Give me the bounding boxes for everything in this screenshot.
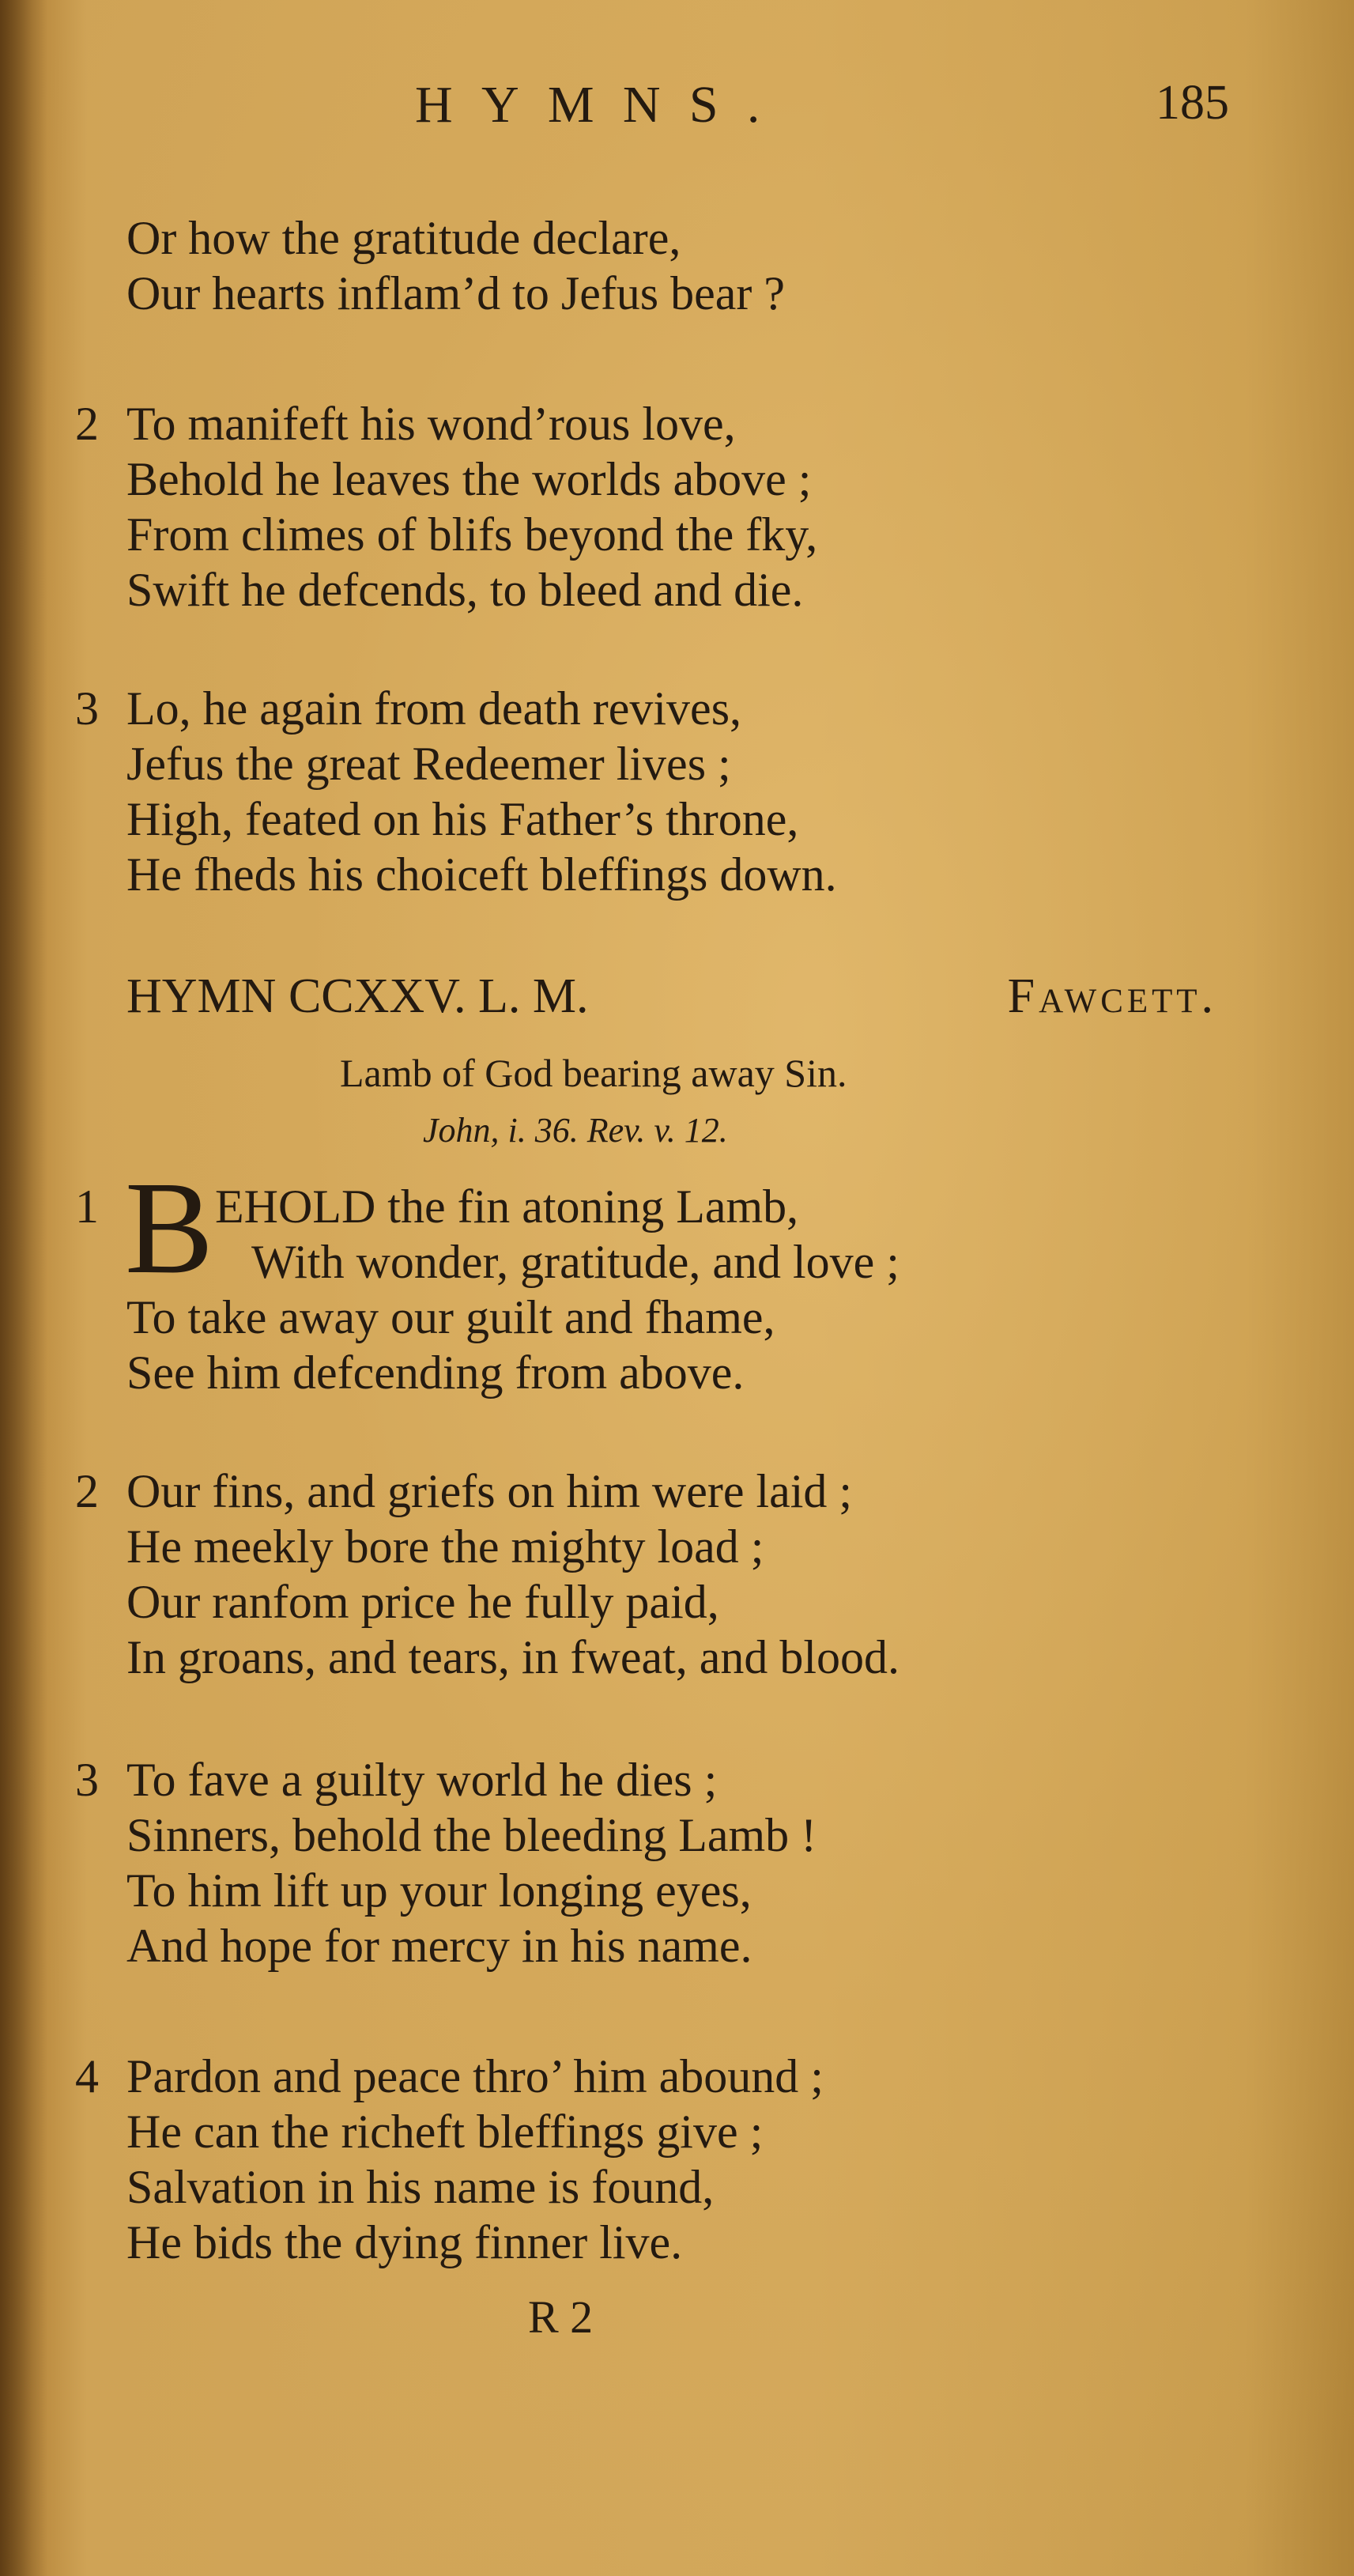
verse-line: EHOLD the fin atoning Lamb,: [215, 1180, 799, 1233]
verse-line: He bids the dying finner live.: [126, 2216, 683, 2268]
page-header: [0, 75, 1354, 146]
stanza-number: 2: [75, 398, 99, 450]
verse-line: Sinners, behold the bleeding Lamb !: [126, 1809, 817, 1861]
verse-line: Our hearts inflam’d to Jefus bear ?: [126, 267, 786, 319]
verse-line: Our fins, and griefs on him were laid ;: [126, 1465, 853, 1517]
signature-mark: R 2: [528, 2291, 594, 2343]
scripture-reference: John, i. 36. Rev. v. 12.: [423, 1111, 728, 1150]
hymn-subtitle: Lamb of God bearing away Sin.: [340, 1051, 847, 1095]
stanza-number: 2: [75, 1465, 99, 1517]
stanza-number: 1: [75, 1180, 99, 1233]
verse-line: High, feated on his Father’s throne,: [126, 793, 799, 845]
verse-line: In groans, and tears, in fweat, and blood.: [126, 1631, 900, 1683]
page-number: 185: [1156, 76, 1229, 130]
hymn-author: Fawcett.: [1007, 969, 1217, 1023]
verse-line: To take away our guilt and fhame,: [126, 1291, 775, 1343]
verse-line: Swift he defcends, to bleed and die.: [126, 564, 804, 616]
verse-line: Lo, he again from death revives,: [126, 682, 742, 735]
verse-line: See him defcending from above.: [126, 1347, 745, 1399]
verse-line: Salvation in his name is found,: [126, 2161, 715, 2213]
stanza-number: 4: [75, 2050, 99, 2102]
verse-line: With wonder, gratitude, and love ;: [251, 1236, 900, 1288]
stanza-number: 3: [75, 682, 99, 735]
stanza-number: 3: [75, 1754, 99, 1806]
verse-line: Behold he leaves the worlds above ;: [126, 453, 812, 505]
hymn-title: HYMN CCXXV. L. M.: [126, 969, 589, 1023]
verse-line: Pardon and peace thro’ him abound ;: [126, 2050, 824, 2102]
verse-line: Or how the gratitude declare,: [126, 212, 681, 264]
drop-cap: B: [125, 1154, 214, 1301]
verse-line: Jefus the great Redeemer lives ;: [126, 738, 731, 790]
verse-line: To him lift up your longing eyes,: [126, 1864, 752, 1917]
verse-line: From climes of blifs beyond the fky,: [126, 508, 818, 561]
verse-line: Our ranfom price he fully paid,: [126, 1576, 719, 1628]
verse-line: And hope for mercy in his name.: [126, 1920, 752, 1972]
verse-line: He fheds his choiceft bleffings down.: [126, 848, 837, 901]
verse-line: He can the richeft bleffings give ;: [126, 2106, 764, 2158]
verse-line: He meekly bore the mighty load ;: [126, 1520, 764, 1573]
hymn-heading: [126, 965, 1217, 1028]
verse-line: To manifeft his wond’rous love,: [126, 398, 736, 450]
verse-line: To fave a guilty world he dies ;: [126, 1754, 718, 1806]
spine-shadow: [0, 0, 47, 2576]
running-title: HYMNS.: [415, 76, 789, 134]
